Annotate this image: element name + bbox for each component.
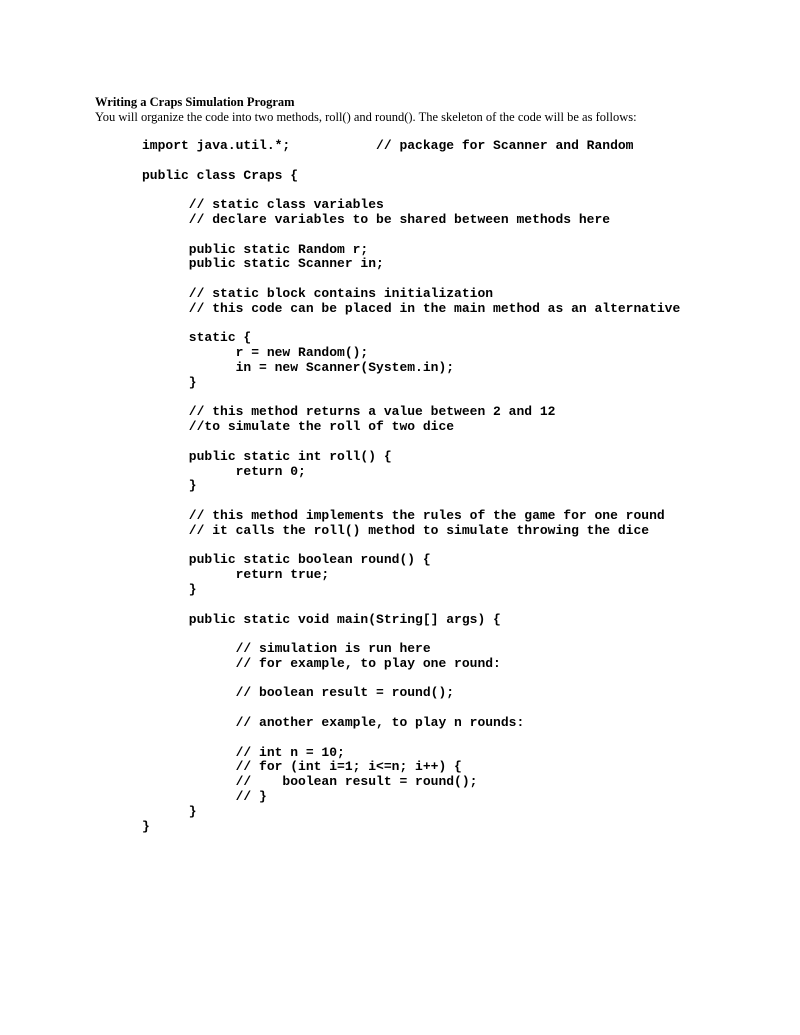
code-line: // static block contains initialization [142,285,494,301]
code-line: // simulation is run here [142,641,431,657]
code-line [142,272,680,287]
code-line: // } [142,789,267,805]
code-line: // for (int i=1; i<=n; i++) { [142,759,462,775]
code-line: //to simulate the roll of two dice [142,419,455,435]
code-line: public static Random r; [142,241,369,257]
code-line: } [142,581,197,597]
code-line: import java.util.*; // package for Scanner and Random [142,138,634,153]
code-line [142,183,680,198]
code-line: // for example, to play one round: [142,655,501,671]
code-line [142,539,680,554]
code-line [142,494,680,509]
code-line: return 0; [142,463,306,479]
code-line: public static Scanner in; [142,256,384,272]
code-line: public static void main(String[] args) { [142,611,501,627]
code-listing [142,139,680,834]
code-line: r = new Random(); [142,345,369,361]
code-line: // this method returns a value between 2 and 12 [142,404,556,420]
code-line: // int n = 10; [142,744,345,760]
code-line: } [142,478,197,494]
code-line: return true; [142,567,330,583]
code-line: } [142,374,197,390]
code-line: public class Craps { [142,167,299,183]
code-line: public static int roll() { [142,448,392,464]
code-line: // boolean result = round(); [142,685,455,701]
code-line [142,317,680,332]
code-line [142,598,680,613]
code-line: } [142,803,197,819]
code-line: // this code can be placed in the main method as an alternative [142,300,681,316]
code-line: // static class variables [142,197,384,213]
code-line: } [142,818,150,834]
code-line [142,391,680,406]
code-line: // this method implements the rules of the game for one round [142,507,665,523]
code-line: // boolean result = round(); [142,774,478,790]
code-line: public static boolean round() { [142,552,431,568]
code-line [142,672,680,687]
code-line [142,154,680,169]
code-line [142,731,680,746]
code-line [142,627,680,642]
code-line: // it calls the roll() method to simulate throwing the dice [142,522,650,538]
intro-paragraph: You will organize the code into two methods, roll() and round(). The skeleton of the code will be as follows: [95,110,637,124]
document-heading: Writing a Craps Simulation Program [95,95,295,109]
code-line: // declare variables to be shared between methods here [142,211,611,227]
code-line: // another example, to play n rounds: [142,715,525,731]
code-line [142,435,680,450]
code-line [142,701,680,716]
code-line [142,228,680,243]
code-line: static { [142,330,252,346]
code-line: in = new Scanner(System.in); [142,359,455,375]
